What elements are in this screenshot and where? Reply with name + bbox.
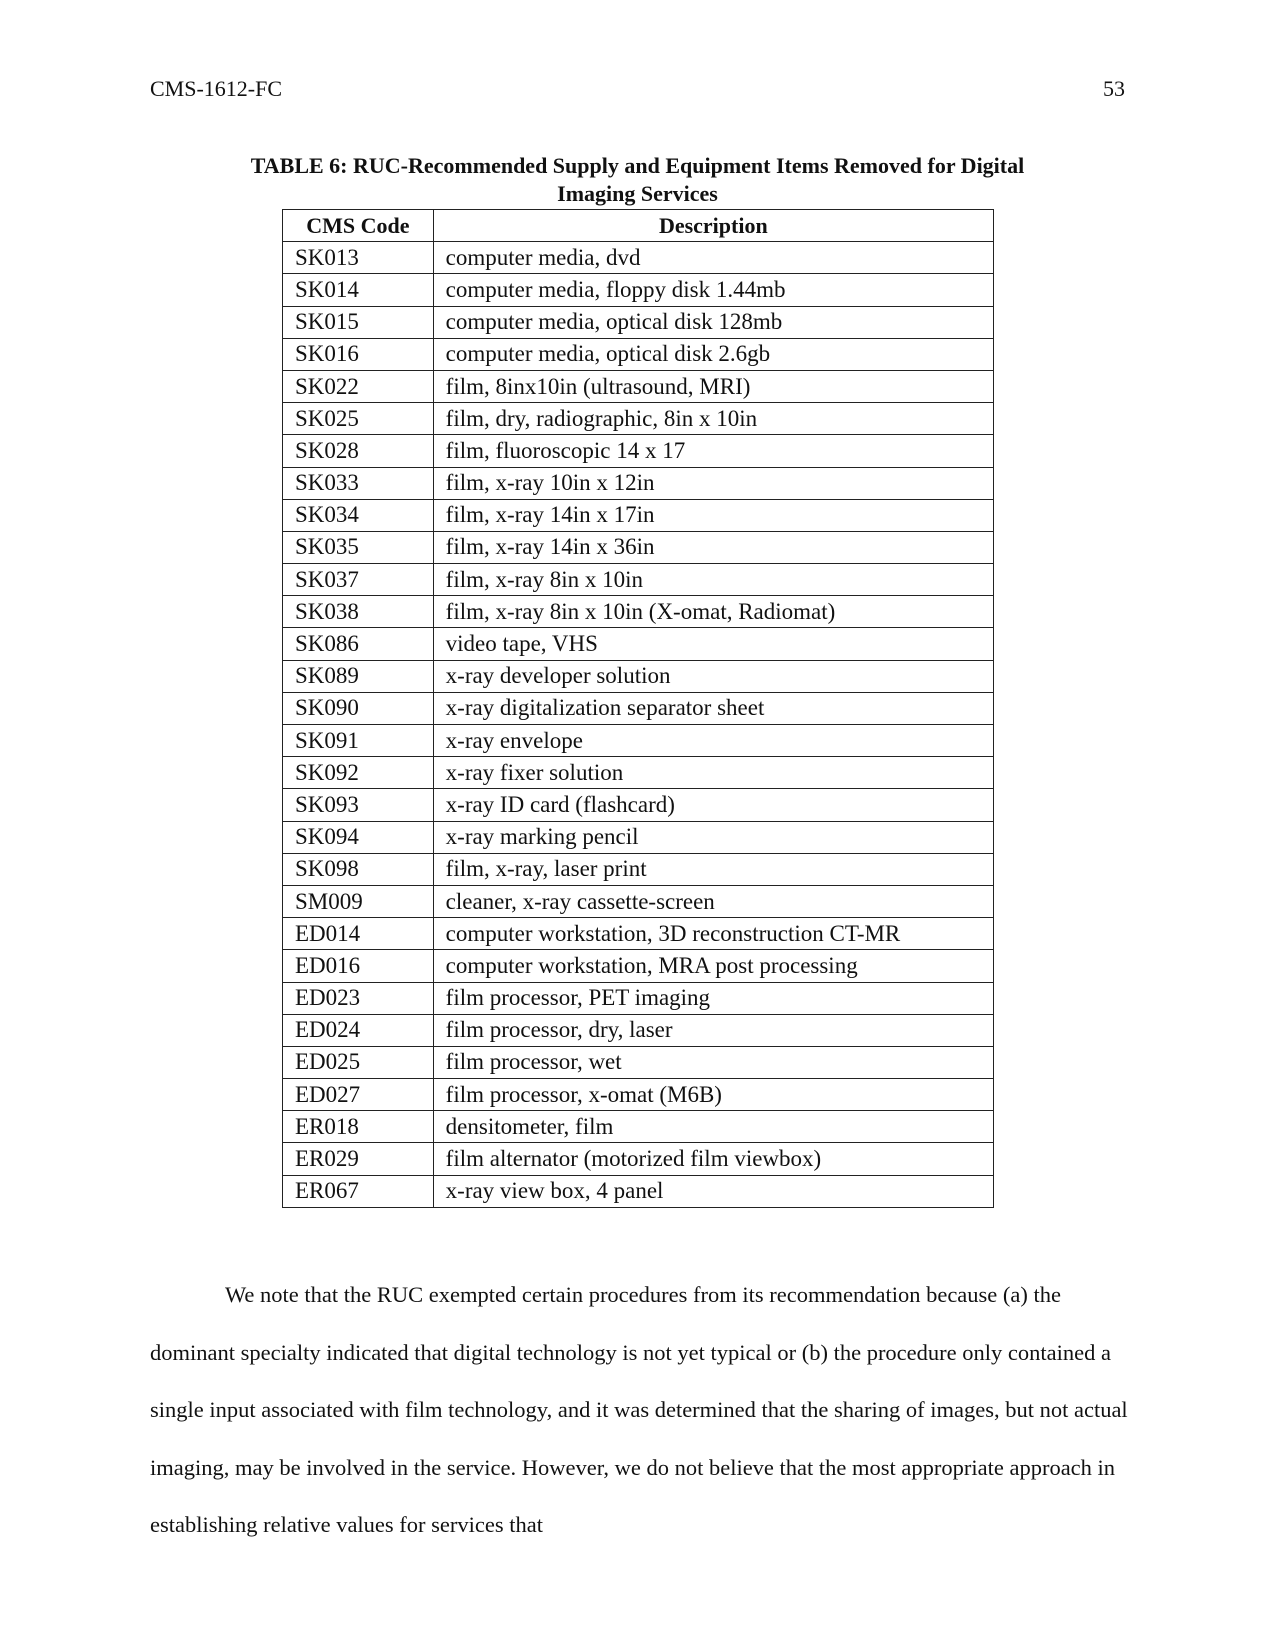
table-row [283, 1079, 994, 1111]
table-row [283, 789, 994, 821]
description-cell: computer media, floppy disk 1.44mb [433, 274, 993, 306]
cms-code-cell: SK014 [283, 274, 434, 306]
cms-code-cell: ED024 [283, 1014, 434, 1046]
description-cell: x-ray ID card (flashcard) [433, 789, 993, 821]
table-row [283, 435, 994, 467]
table-row [283, 853, 994, 885]
table-row [283, 950, 994, 982]
description-cell: cleaner, x-ray cassette-screen [433, 885, 993, 917]
cms-code-cell: SK035 [283, 531, 434, 563]
column-header-description: Description [433, 210, 993, 242]
table-row [283, 1111, 994, 1143]
column-header-cms-code: CMS Code [283, 210, 434, 242]
cms-code-cell: SK016 [283, 338, 434, 370]
table-row [283, 306, 994, 338]
description-cell: film processor, wet [433, 1046, 993, 1078]
description-cell: computer media, optical disk 128mb [433, 306, 993, 338]
description-cell: film, fluoroscopic 14 x 17 [433, 435, 993, 467]
table-row [283, 370, 994, 402]
description-cell: x-ray view box, 4 panel [433, 1175, 993, 1207]
description-cell: x-ray marking pencil [433, 821, 993, 853]
table-header-row [283, 210, 994, 242]
document-id: CMS-1612-FC [150, 76, 283, 101]
description-cell: computer workstation, 3D reconstruction CT-MR [433, 918, 993, 950]
supply-equipment-table [282, 209, 994, 1208]
cms-code-cell: SK094 [283, 821, 434, 853]
table-row [283, 918, 994, 950]
description-cell: x-ray developer solution [433, 660, 993, 692]
description-cell: computer media, optical disk 2.6gb [433, 338, 993, 370]
description-cell: video tape, VHS [433, 628, 993, 660]
cms-code-cell: SK092 [283, 757, 434, 789]
cms-code-cell: SK037 [283, 564, 434, 596]
page-number: 53 [1103, 76, 1125, 101]
description-cell: computer workstation, MRA post processing [433, 950, 993, 982]
description-cell: film, dry, radiographic, 8in x 10in [433, 403, 993, 435]
cms-code-cell: SK013 [283, 242, 434, 274]
table-row [283, 531, 994, 563]
table-row [283, 596, 994, 628]
cms-code-cell: ER018 [283, 1111, 434, 1143]
description-cell: film processor, PET imaging [433, 982, 993, 1014]
table-row [283, 1175, 994, 1207]
table-row [283, 403, 994, 435]
cms-code-cell: SK090 [283, 692, 434, 724]
description-cell: film, x-ray 8in x 10in [433, 564, 993, 596]
description-cell: film processor, dry, laser [433, 1014, 993, 1046]
table-body [283, 242, 994, 1208]
description-cell: film, x-ray 10in x 12in [433, 467, 993, 499]
cms-code-cell: SK034 [283, 499, 434, 531]
table-row [283, 1014, 994, 1046]
table-row [283, 467, 994, 499]
table-row [283, 1046, 994, 1078]
table-row [283, 242, 994, 274]
cms-code-cell: ED014 [283, 918, 434, 950]
table-row [283, 692, 994, 724]
cms-code-cell: SK022 [283, 370, 434, 402]
table-row [283, 564, 994, 596]
table-row [283, 628, 994, 660]
table-row [283, 660, 994, 692]
cms-code-cell: ED016 [283, 950, 434, 982]
description-cell: computer media, dvd [433, 242, 993, 274]
cms-code-cell: SK098 [283, 853, 434, 885]
cms-code-cell: SK089 [283, 660, 434, 692]
table-row [283, 274, 994, 306]
description-cell: film, x-ray, laser print [433, 853, 993, 885]
table-row [283, 338, 994, 370]
description-cell: film processor, x-omat (M6B) [433, 1079, 993, 1111]
cms-code-cell: SK086 [283, 628, 434, 660]
table-row [283, 1143, 994, 1175]
table-row [283, 821, 994, 853]
table-title-line-2: Imaging Services [557, 181, 718, 206]
description-cell: film, x-ray 14in x 17in [433, 499, 993, 531]
cms-code-cell: SK015 [283, 306, 434, 338]
table-row [283, 885, 994, 917]
table-row [283, 499, 994, 531]
cms-code-cell: SK093 [283, 789, 434, 821]
cms-code-cell: ER029 [283, 1143, 434, 1175]
cms-code-cell: ED023 [283, 982, 434, 1014]
cms-code-cell: SK033 [283, 467, 434, 499]
cms-code-cell: SK038 [283, 596, 434, 628]
table-row [283, 725, 994, 757]
table-row [283, 982, 994, 1014]
cms-code-cell: SK028 [283, 435, 434, 467]
cms-code-cell: SM009 [283, 885, 434, 917]
cms-code-cell: SK025 [283, 403, 434, 435]
description-cell: x-ray digitalization separator sheet [433, 692, 993, 724]
table-title-line-1: TABLE 6: RUC-Recommended Supply and Equipment Items Removed for Digital [250, 153, 1025, 178]
cms-code-cell: ED025 [283, 1046, 434, 1078]
description-cell: film alternator (motorized film viewbox) [433, 1143, 993, 1175]
cms-code-cell: ED027 [283, 1079, 434, 1111]
description-cell: film, x-ray 8in x 10in (X-omat, Radiomat) [433, 596, 993, 628]
table-title [150, 152, 1125, 208]
description-cell: x-ray envelope [433, 725, 993, 757]
body-paragraph: We note that the RUC exempted certain procedures from its recommendation because (a) the dominant specialty indicated that digital technology is not yet typical or (b) the procedure only contained a single input associated with film technology, and it was determined that the sharing of images, but not actual imaging, may be involved in the service. However, we do not believe that the most appropriate approach in establishing relative values for services that [150, 1282, 1128, 1537]
description-cell: film, x-ray 14in x 36in [433, 531, 993, 563]
table-row [283, 757, 994, 789]
cms-code-cell: ER067 [283, 1175, 434, 1207]
body-text [150, 1266, 1130, 1554]
description-cell: densitometer, film [433, 1111, 993, 1143]
description-cell: x-ray fixer solution [433, 757, 993, 789]
cms-code-cell: SK091 [283, 725, 434, 757]
description-cell: film, 8inx10in (ultrasound, MRI) [433, 370, 993, 402]
